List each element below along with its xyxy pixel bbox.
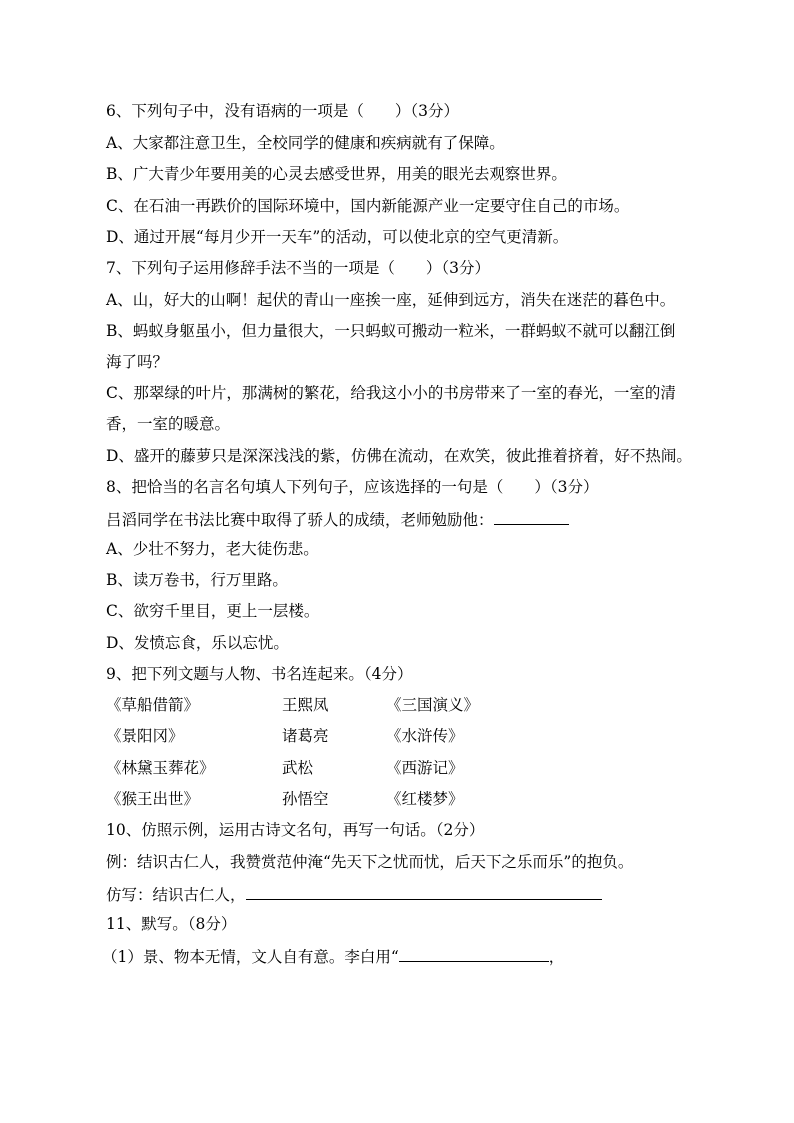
q10-imitate [106, 883, 602, 905]
q9-book-3: 《西游记》 [386, 759, 464, 777]
q7-option-a: A、山，好大的山啊！起伏的青山一座挨一座，延伸到远方，消失在迷茫的暮色中。 [106, 291, 676, 309]
q9-book-2: 《水浒传》 [386, 727, 464, 745]
q6-option-a: A、大家都注意卫生，全校同学的健康和疾病就有了保障。 [106, 134, 505, 152]
q9-stem: 9、把下列文题与人物、书名连起来。（4分） [106, 665, 413, 683]
q8-context-text: 吕滔同学在书法比赛中取得了骄人的成绩，老师勉励他： [106, 511, 494, 529]
q8-stem: 8、把恰当的名言名句填人下列句子，应该选择的一句是（ ）（3分） [106, 478, 599, 496]
q10-stem: 10、仿照示例，运用古诗文名句，再写一句话。（2分） [106, 821, 485, 839]
q8-option-b: B、读万卷书，行万里路。 [106, 571, 288, 589]
q9-title-3: 《林黛玉葬花》 [106, 759, 215, 777]
q7-option-b-line2: 海了吗？ [106, 353, 169, 371]
q7-option-d: D、盛开的藤萝只是深深浅浅的紫，仿佛在流动，在欢笑，彼此推着挤着，好不热闹。 [106, 447, 692, 465]
q8-option-c: C、欲穷千里目，更上一层楼。 [106, 602, 320, 620]
q6-option-d: D、通过开展“每月少开一天车”的活动，可以使北京的空气更清新。 [106, 228, 569, 246]
q11-stem: 11、默写。（8分） [106, 915, 237, 933]
q7-option-c-line2: 香，一室的暖意。 [106, 415, 231, 433]
q7-option-c-line1: C、那翠绿的叶片，那满树的繁花，给我这小小的书房带来了一室的春光，一室的清 [106, 384, 676, 402]
q9-book-4: 《红楼梦》 [386, 790, 464, 808]
q9-title-4: 《猴王出世》 [106, 790, 200, 808]
q9-title-1: 《草船借箭》 [106, 696, 200, 714]
q6-stem: 6、下列句子中，没有语病的一项是（ ）（3分） [106, 102, 459, 120]
q11-part1 [102, 945, 564, 967]
q9-person-3: 武松 [282, 759, 314, 777]
q10-example: 例：结识古仁人，我赞赏范仲淹“先天下之忧而忧，后天下之乐而乐”的抱负。 [106, 853, 634, 871]
q8-context [106, 508, 569, 530]
q11-part1-text: （1）景、物本无情，文人自有意。李白用“ [102, 948, 399, 966]
q9-person-4: 孙悟空 [282, 790, 329, 808]
q11-part1-comma: ， [548, 948, 565, 966]
q8-option-a: A、少壮不努力，老大徒伤悲。 [106, 540, 319, 558]
q11-part1-blank[interactable] [399, 945, 549, 962]
q6-option-b: B、广大青少年要用美的心灵去感受世界，用美的眼光去观察世界。 [106, 165, 567, 183]
q9-book-1: 《三国演义》 [386, 696, 480, 714]
q7-option-b-line1: B、蚂蚁身躯虽小，但力量很大，一只蚂蚁可搬动一粒米，一群蚂蚁不就可以翻江倒 [106, 322, 676, 340]
q9-person-2: 诸葛亮 [282, 727, 329, 745]
q7-stem: 7、下列句子运用修辞手法不当的一项是（ ）（3分） [106, 259, 490, 277]
q8-option-d: D、发愤忘食，乐以忘忧。 [106, 634, 289, 652]
q6-option-c: C、在石油一再跌价的国际环境中，国内新能源产业一定要守住自己的市场。 [106, 197, 630, 215]
q10-imitate-label: 仿写：结识古仁人， [106, 886, 246, 904]
q8-answer-blank[interactable] [494, 508, 569, 525]
q9-person-1: 王熙凤 [282, 696, 329, 714]
q9-title-2: 《景阳冈》 [106, 727, 184, 745]
q10-answer-blank[interactable] [246, 883, 602, 900]
